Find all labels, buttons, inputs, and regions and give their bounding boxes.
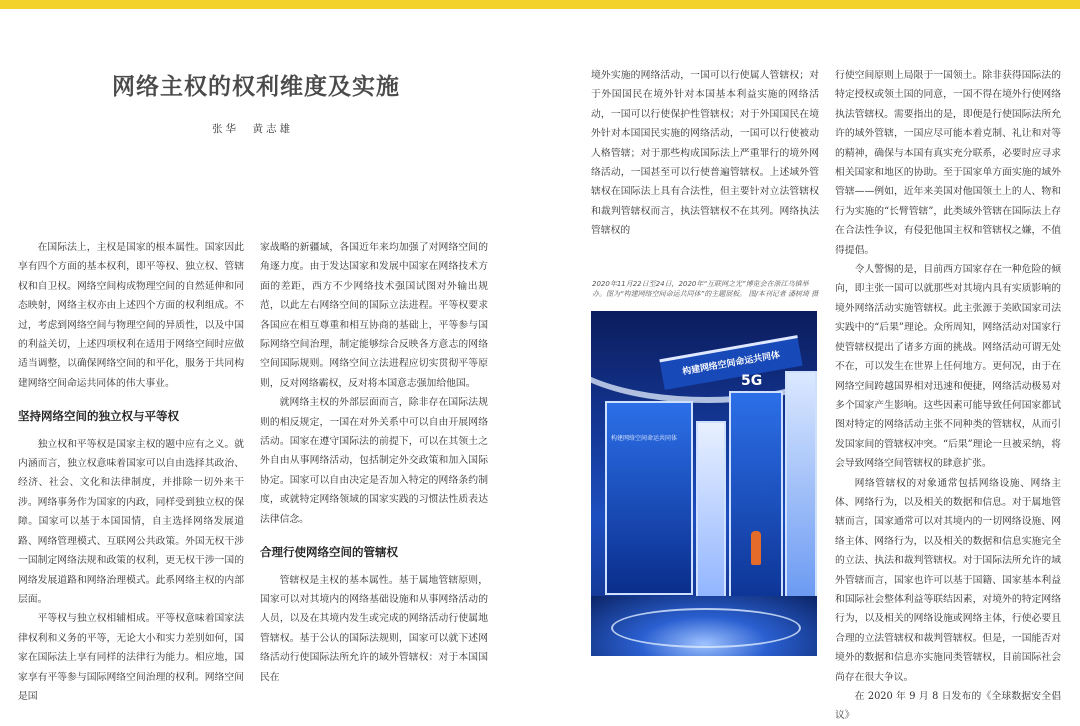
paragraph: 平等权与独立权相辅相成。平等权意味着国家法律权利和义务的平等，无论大小和实力差别如何，国家在国际法上享有同样的法律行为能力。相应地，国家享有平等参与国际网络空间治理的权利。网络空间是国 [18,613,244,702]
text-column-2 [260,238,488,687]
text-column-3 [591,66,819,241]
section-heading-jurisdiction: 合理行使网络空间的管辖权 [260,545,398,560]
photo-floor-ring [611,608,801,648]
photo-visitor [751,531,761,565]
photo-sign: 构建网络空间命运共同体 [659,335,802,390]
photo-display-panel [605,401,693,595]
photo-5g-logo: 5G [741,373,763,389]
paragraph: 令人警惕的是，目前西方国家存在一种危险的倾向，即主张一国可以就那些对其境内具有实质影响的境外网络活动实施管辖权。此主张源于美欧国家司法实践中的“后果”理论。众所周知，网络活动对国家行使管辖权提出了诸多方面的挑战。网络活动可谓无处不在，可以发生在世界上任何地方。更何况，由于在网络空间跨越国界相对迅速和便捷，网络活动极易对多个国家产生影响。这些因素可能导致任何国家都试图对特定的网络活动主张不同种类的管辖权，从而引发国家间的管辖权冲突。“后果”理论一旦被采纳，将会导致网络空间管辖权的肆意扩张。 [835,264,1061,470]
photo-light-column [696,421,726,605]
exhibition-photo [591,311,817,656]
text-column-1 [18,238,244,706]
paragraph: 家战略的新疆域，各国近年来均加强了对网络空间的角逐力度。由于发达国家和发展中国家在网络技术方面的差距，西方不少网络技术强国试图对外输出规范，以此左右网络空间的国际立法进程。平等权要求各国应在相互尊重和相互协商的基础上，平等参与国际网络空间治理，制定能够综合反映各方意志的网络空间国际规则。网络空间立法进程应切实贯彻平等原则，反对网络霸权，反对将本国意志强加给他国。 [260,242,488,389]
paragraph: 就网络主权的外部层面而言，除非存在国际法规则的相反规定，一国在对外关系中可以自由开展网络活动。国家在遵守国际法的前提下，可以在其领土之外自由从事网络活动，包括制定外交政策和加入国际协定。国家可以自由决定是否加入特定的网络条约制度，或就特定网络领域的国家实践的习惯法性质表达法律信念。 [260,397,488,525]
photo-panel-label: 构建网络空间命运共同体 [611,435,678,442]
top-accent-bar [0,0,1080,9]
photo-display-panel [729,391,783,625]
paragraph: 境外实施的网络活动，一国可以行使属人管辖权；对于外国国民在境外针对本国基本利益实施的网络活动，一国可以行使保护性管辖权；对于外国国民在境外针对本国国民实施的网络活动，一国可以行使被动人格管辖；对于那些构成国际法上严重罪行的境外网络活动，一国甚至可以行使普遍管辖权。上述域外管辖权在国际法上具有合法性，但主要针对立法管辖权和裁判管辖权而言，执法管辖权不在其列。网络执法管辖权的 [591,70,819,237]
paragraph: 管辖权是主权的基本属性。基于属地管辖原则，国家可以对其境内的网络基础设施和从事网络活动的人员，以及在其境内发生或完成的网络活动行使属地管辖权。基于公认的国际法规则，国家可以就下述网络活动行使国际法所允许的域外管辖权：对于本国国民在 [260,574,488,683]
article-authors: 张华 黄志雄 [212,123,293,135]
paragraph: 行使空间原则上局限于一国领土。除非获得国际法的特定授权或领土国的同意，一国不得在境外行使网络执法管辖权。需要指出的是，即便是行使国际法所允许的域外管辖，一国应尽可能本着克制、礼让和对等的精神，确保与本国有真实充分联系，必要时应寻求相关国家和地区的协助。至于国家单方面实施的域外管辖——例如，近年来美国对他国领土上的人、物和行为实施的“长臂管辖”，此类域外管辖在国际法上存在合法性争议，有侵犯他国主权和管辖权之嫌，不值得提倡。 [835,70,1061,256]
paragraph: 网络管辖权的对象通常包括网络设施、网络主体、网络行为，以及相关的数据和信息。对于属地管辖而言，国家通常可以对其境内的一切网络设施、网络主体、网络行为，以及相关的数据和信息实施完全的立法、执法和裁判管辖权。对于国际法所允许的域外管辖而言，国家也许可以基于国籍、国家基本利益和国际社会整体利益等联结因素，对境外的特定网络行为，以及相关的网络设施或网络主体，行使必要且合理的立法管辖权和裁判管辖权。但是，一国能否对境外的数据和信息亦实施同类管辖权，目前国际社会尚存在很大争议。 [835,477,1061,683]
paragraph: 在 2020 年 9 月 8 日发布的《全球数据安全倡议》 [835,691,1061,722]
photo-caption: 2020年11月22日至24日，2020年“互联网之光”博览会在浙江乌镇举办。图为“构建网络空间命运共同体”的主题展板。 图/本刊记者 潘树琦 摄 [592,280,819,298]
article-title: 网络主权的权利维度及实施 [112,74,400,100]
text-column-4 [835,66,1061,726]
paragraph: 独立权和平等权是国家主权的题中应有之义。就内涵而言，独立权意味着国家可以自由选择其政治、经济、社会、文化和法律制度，并排除一切外来干涉。网络事务作为国家的内政，同样受到独立权的保障。国家可以基于本国国情，自主选择网络发展道路、网络管理模式、互联网公共政策。外国无权干涉一国制定网络法规和政策的权利，更无权干涉一国的网络发展道路和网络治理模式。此系网络主权的内部层面。 [18,438,244,605]
paragraph: 在国际法上，主权是国家的根本属性。国家因此享有四个方面的基本权利，即平等权、独立权、管辖权和自卫权。网络空间构成物理空间的自然延伸和同态映射，网络主权亦由上述四个方面的权利组成。不过，考虑到网络空间与物理空间的异质性，以及中国的利益关切，上述四项权利在适用于网络空间时应做适当调整，以确保网络空间的和平化，服务于共同构建网络空间命运共同体的伟大事业。 [18,242,244,389]
section-heading-independence: 坚持网络空间的独立权与平等权 [18,409,179,424]
